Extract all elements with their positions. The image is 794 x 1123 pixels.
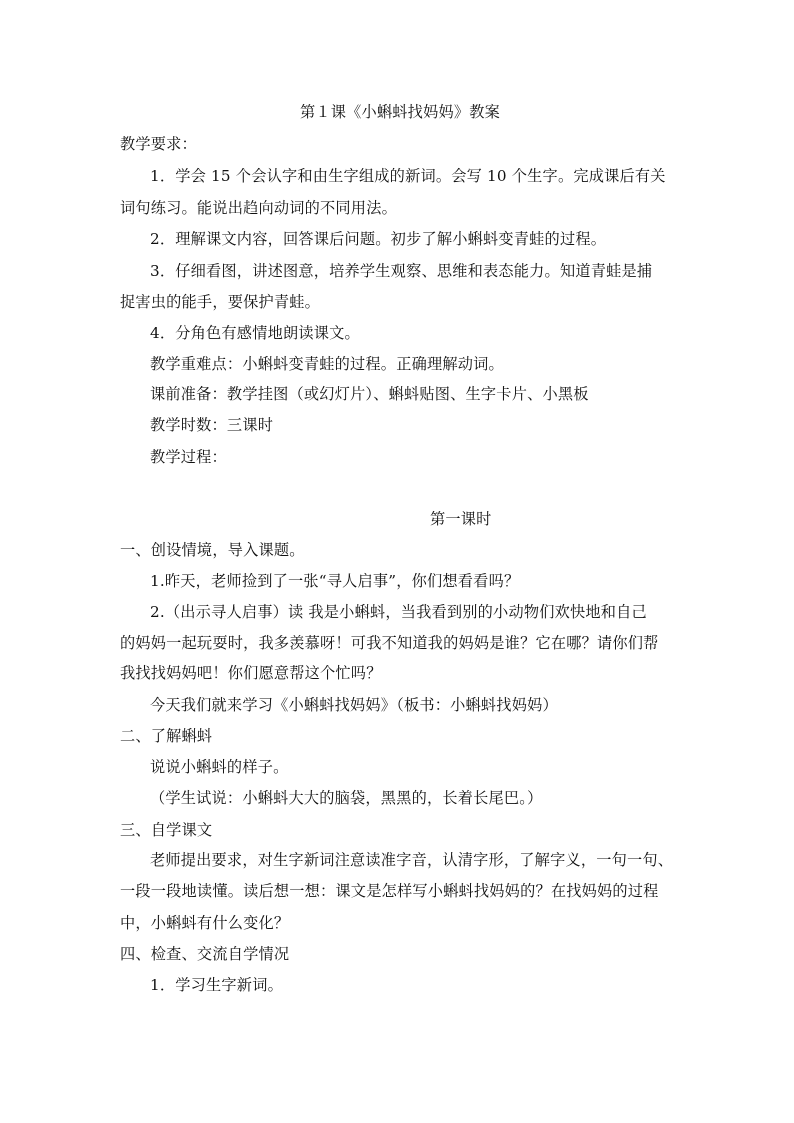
requirement-4: 4．分角色有感情地朗读课文。 (150, 324, 360, 342)
section-2-paragraph-1: 说说小蝌蚪的样子。 (150, 758, 289, 776)
section-3-paragraph-line-3: 中，小蝌蚪有什么变化？ (120, 914, 290, 932)
section-1-paragraph-2-line-2: 的妈妈一起玩耍时，我多羡慕呀！可我不知道我的妈妈是谁？它在哪？请你们帮 (120, 634, 659, 652)
section-2-heading: 二、了解蝌蚪 (120, 727, 213, 745)
section-4-paragraph-1: 1．学习生字新词。 (150, 976, 283, 994)
section-1-paragraph-1: 1.昨天，老师捡到了一张“寻人启事”，你们想看看吗？ (150, 572, 520, 590)
requirement-3-line-1: 3．仔细看图，讲述图意，培养学生观察、思维和表态能力。知道青蛙是捕 (150, 262, 653, 280)
section-3-paragraph-line-2: 一段一段地读懂。读后想一想：课文是怎样写小蝌蚪找妈妈的？在找妈妈的过程 (120, 882, 659, 900)
key-points: 教学重难点：小蝌蚪变青蛙的过程。正确理解动词。 (150, 355, 504, 373)
lesson-heading: 第一课时 (430, 510, 492, 528)
section-1-paragraph-2-line-3: 我找找妈妈吧！你们愿意帮这个忙吗？ (120, 664, 382, 682)
requirement-3-line-2: 捉害虫的能手，要保护青蛙。 (120, 293, 321, 311)
teaching-process: 教学过程： (150, 448, 227, 466)
requirement-1-line-2: 词句练习。能说出趋向动词的不同用法。 (120, 199, 397, 217)
section-2-paragraph-2: （学生试说：小蝌蚪大大的脑袋，黑黑的，长着长尾巴。） (150, 789, 543, 807)
section-1-heading: 一、创设情境，导入课题。 (120, 541, 305, 559)
section-3-heading: 三、自学课文 (120, 821, 213, 839)
section-1-paragraph-2-line-1: 2.（出示寻人启事）读 我是小蝌蚪，当我看到别的小动物们欢快地和自己 (150, 603, 647, 621)
section-1-paragraph-3: 今天我们就来学习《小蝌蚪找妈妈》（板书：小蝌蚪找妈妈） (150, 696, 558, 714)
requirement-2: 2．理解课文内容，回答课后问题。初步了解小蝌蚪变青蛙的过程。 (150, 230, 607, 248)
requirements-heading: 教学要求： (120, 135, 197, 153)
preparation: 课前准备：教学挂图（或幻灯片）、蝌蚪贴图、生字卡片、小黑板 (150, 385, 589, 403)
doc-title: 第１课《小蝌蚪找妈妈》教案 (299, 103, 501, 121)
section-4-heading: 四、检查、交流自学情况 (120, 945, 290, 963)
section-3-paragraph-line-1: 老师提出要求，对生字新词注意读准字音，认清字形，了解字义，一句一句、 (150, 851, 674, 869)
teaching-hours: 教学时数：三课时 (150, 416, 274, 434)
requirement-1-line-1: 1．学会 15 个会认字和由生字组成的新词。会写 10 个生字。完成课后有关 (150, 167, 666, 185)
